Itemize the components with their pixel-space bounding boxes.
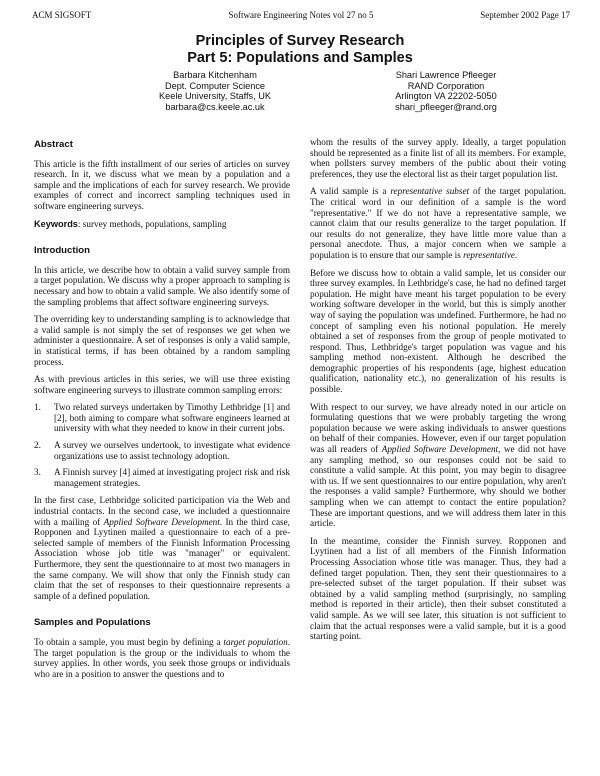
list-item: 2. A survey we ourselves undertook, to investigate what evidence organizations use to assist technology adoption. (34, 440, 290, 461)
header-journal: ACM SIGSOFT (32, 10, 92, 20)
body-paragraph: In the meantime, consider the Finnish survey. Ropponen and Lyytinen had a list of all members of the Finnish Information Processing Association whose title was manager. Thus, they had a defined target population. Then, they sent their questionnaires to a pre-selected subset of the target population. If their subset was obtained by a valid sampling method (surprisingly, no sampling method is reported in their article), then their subset constituted a valid sample. As we will see later, this situation is not sufficient to claim that the actual responses were a valid sample, but it is a good starting point. (310, 535, 566, 642)
abstract-text: This article is the fifth installment of our series of articles on survey research. In it, we discuss what we mean by a population and a sample and the implications of each for survey research. We provide examples of correct and incorrect sampling techniques used in software engineering surveys. (34, 158, 290, 211)
running-header (32, 10, 570, 22)
intro-paragraph: As with previous articles in this series, we will use three existing software engineering surveys to illustrate common sampling errors: (34, 374, 290, 395)
keywords-text: : survey methods, populations, sampling (77, 218, 227, 229)
author-email: barbara@cs.keele.ac.uk (165, 102, 265, 113)
author-block-1 (95, 70, 335, 113)
left-column (34, 140, 290, 686)
author-name: Shari Lawrence Pfleeger (395, 70, 497, 80)
paper-subtitle: Part 5: Populations and Samples (187, 50, 413, 66)
body-paragraph: A valid sample is a representative subset of the target population. The critical word in our definition of a sample is the word "representative." If we do not have a representative sample, we cannot claim that our results generalize to the target population. If our results do not generalize, they have little more value than a personal anecdote. Thus, a major concern when we sample a population is to ensure that our sample is representative. (310, 186, 566, 260)
body-paragraph: Before we discuss how to obtain a valid sample, let us consider our three survey examples. In Lethbridge's case, he had no defined target population. He might have meant his target population to be every working software developer in the world, but this is simply another way of saying the population was undefined. Furthermore, he had no concept of sampling even his notional population. He merely obtained a set of responses from the group of people motivated to respond. Thus, Lethbridge's target population was vague and his sampling method non-existent. Although he described the demographic properties of his respondents (age, highest education qualification, nationality etc.), no generalization of his results is possible. (310, 267, 566, 395)
right-column (310, 137, 566, 649)
list-item: 3. A Finnish survey [4] aimed at investigating project risk and risk management strategies. (34, 467, 290, 488)
author-block-2 (326, 70, 566, 113)
author-dept: RAND Corporation (407, 80, 485, 91)
author-org: Arlington VA 22202-5050 (395, 91, 497, 102)
abstract-heading: Abstract (34, 139, 73, 150)
samples-paragraph: To obtain a sample, you must begin by defining a target population. The target population is the group or the individuals to whom the survey applies. In other words, you seek those groups or individuals who are in a position to answer the questions and to (34, 636, 290, 679)
list-item: 1. Two related surveys undertaken by Timothy Lethbridge [1] and [2], both aiming to compare what software engineers learned at university with what they needed to know in their current jobs. (34, 402, 290, 434)
body-paragraph: whom the results of the survey apply. Ideally, a target population should be represented as a finite list of all its members. For example, when pollsters survey members of the public about their voting preferences, they use the electoral list as their target population list. (310, 137, 566, 179)
samples-heading: Samples and Populations (34, 617, 151, 629)
paper-title: Principles of Survey Research (195, 33, 405, 49)
intro-paragraph: In this article, we describe how to obtain a valid survey sample from a target population. We discuss why a proper approach to sampling is necessary and how to obtain a valid sample. We also identify some of the sampling problems that affect software engineering surveys. (34, 264, 290, 307)
survey-list (34, 402, 290, 488)
intro-paragraph: The overriding key to understanding sampling is to acknowledge that a valid sample is not simply the set of responses we get when we administer a questionnaire. A set of responses is only a valid sample, in statistical terms, if has been obtained by a random sampling process. (34, 314, 290, 367)
author-email: shari_pfleeger@rand.org (395, 102, 497, 113)
body-paragraph: With respect to our survey, we have already noted in our article on formulating questions that we were probably targeting the wrong population because we were asking individuals to answer questions on behalf of their companies. However, even if our target population was all readers of Applied Software Development, we did not have any sampling method, so our responses could not be said to constitute a valid sample. At this point, you may begin to disagree with us. If we sent questionnaires to our entire population, why aren't the responses a valid sample? Furthermore, why should we bother sampling when we can attempt to contact the entire population? These are important questions, and we will address them later in this article. (310, 401, 566, 529)
author-dept: Dept. Computer Science (164, 80, 266, 91)
keywords (34, 219, 290, 230)
header-volume: Software Engineering Notes vol 27 no 5 (228, 10, 374, 20)
intro-paragraph: In the first case, Lethbridge solicited participation via the Web and industrial contacts. In the second case, we included a questionnaire with a mailing of Applied Software Development. In the third case, Ropponen and Lyytinen mailed a questionnaire to each of a pre-selected sample of members of the Finnish Information Processing Association whose job title was "manager" or equivalent. Furthermore, they sent the questionnaire to at most two managers in the same company. We will show that only the Finnish study can claim that the set of responses to their questionnaire represents a sample of a defined population. (34, 495, 290, 601)
introduction-heading: Introduction (34, 245, 90, 257)
keywords-label: Keywords (34, 218, 78, 229)
header-date-page: September 2002 Page 17 (480, 10, 570, 20)
author-org: Keele University, Staffs, UK (159, 91, 271, 102)
author-name: Barbara Kitchenham (173, 70, 257, 80)
